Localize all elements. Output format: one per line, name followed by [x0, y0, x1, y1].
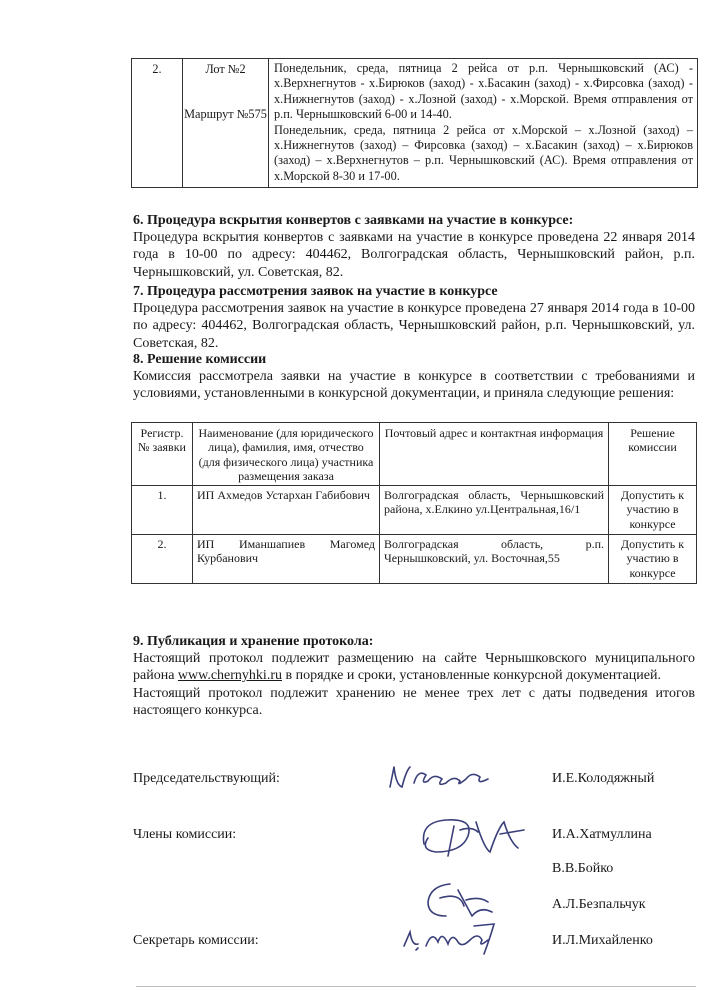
- secretary-name: И.Л.Михайленко: [552, 933, 653, 948]
- section-9-text: [133, 650, 695, 684]
- schedule-forward: Понедельник, среда, пятница 2 рейса от р.п. Чернышковский (АС) - х.Верхнегнутов - х.Бирюков (заход) - х.Басакин (заход) - х.Фирсовка (заход) - х.Нижнегнутов (заход) - х.Лозной (заход) - х.Морской. Время отправления от р.п. Чернышковский 6-00 и 14-40.: [274, 61, 693, 122]
- chair-signature-icon: [384, 757, 494, 797]
- route-table: [131, 58, 698, 188]
- section-6-heading: 6. Процедура вскрытия конвертов с заявками на участие в конкурсе:: [133, 213, 574, 228]
- section-9: [133, 633, 695, 719]
- header-decision: Решение комиссии: [609, 423, 697, 486]
- route-label: Маршрут №575: [184, 107, 267, 122]
- header-reg-number: Регистр. № заявки: [132, 423, 193, 486]
- section-7: [133, 283, 695, 352]
- lot-label: Лот №2: [205, 62, 246, 76]
- header-participant-name: Наименование (для юридического лица), фамилия, имя, отчество (для физического лица) участника размещения заказа: [193, 423, 380, 486]
- participant-name: ИП Ахмедов Устархан Габибович: [193, 486, 380, 535]
- section-9-text-2: Настоящий протокол подлежит хранению не менее трех лет с даты подведения итогов настоящего конкурса.: [133, 685, 695, 718]
- header-address: Почтовый адрес и контактная информация: [380, 423, 609, 486]
- member-1-signature-icon: [414, 808, 532, 868]
- commission-decision: Допустить к участию в конкурсе: [609, 486, 697, 535]
- section-7-heading: 7. Процедура рассмотрения заявок на участие в конкурсе: [133, 284, 498, 299]
- table-row: [132, 535, 697, 584]
- section-6: [133, 212, 695, 281]
- website-link[interactable]: www.chernyhki.ru: [177, 668, 282, 684]
- schedule-back: Понедельник, среда, пятница 2 рейса от х.Морской – х.Лозной (заход) – х.Нижнегнутов (заход) – Фирсовка (заход) – х.Басакин (заход) – х.Бирюков (заход) – х.Верхнегнутов – р.п. Чернышковский (АС). Время отправления от х.Морской 8-30 и 17-00.: [274, 122, 693, 183]
- applications-table: [131, 422, 697, 584]
- section-8-heading: 8. Решение комиссии: [133, 352, 267, 367]
- section-8-text: Комиссия рассмотрела заявки на участие в конкурсе в соответствии с требованиями и условиями, установленными в конкурсной документации, и приняла следующие решения:: [133, 369, 695, 402]
- schedule-cell: [269, 59, 698, 188]
- table-header-row: [132, 423, 697, 486]
- member-2-name: В.В.Бойко: [552, 861, 614, 876]
- commission-decision: Допустить к участию в конкурсе: [609, 535, 697, 584]
- section-7-text: Процедура рассмотрения заявок на участие в конкурсе проведена 27 января 2014 года в 10-00 по адресу: 404462, Волгоградская область, Чернышковский район, р.п. Чернышковский, ул. Советская, 82.: [133, 301, 695, 351]
- reg-number: 1.: [132, 486, 193, 535]
- row-number: 2.: [132, 59, 183, 188]
- lot-cell: [183, 59, 269, 188]
- chair-role: Председательствующий:: [133, 771, 280, 786]
- section-8: [133, 351, 695, 403]
- members-role: Члены комиссии:: [133, 827, 237, 842]
- table-row: [132, 486, 697, 535]
- participant-address: Волгоградская область, Чернышковский района, х.Елкино ул.Центральная,16/1: [380, 486, 609, 535]
- secretary-role: Секретарь комиссии:: [133, 933, 259, 948]
- bottom-divider: [136, 986, 696, 987]
- participant-address: Волгоградская область, р.п. Чернышковский, ул. Восточная,55: [380, 535, 609, 584]
- table-row: [132, 59, 698, 188]
- section-9-heading: 9. Публикация и хранение протокола:: [133, 634, 374, 649]
- member-3-name: А.Л.Безпальчук: [552, 897, 646, 912]
- reg-number: 2.: [132, 535, 193, 584]
- member-1-name: И.А.Хатмуллина: [552, 827, 652, 842]
- section-9-text-end: в порядке и сроки, установленные конкурсной документацией.: [282, 668, 661, 684]
- participant-name: ИП Иманшапиев Магомед Курбанович: [193, 535, 380, 584]
- chair-name: И.Е.Колодяжный: [552, 771, 655, 786]
- section-6-text: Процедура вскрытия конвертов с заявками на участие в конкурсе проведена 22 января 2014 года в 10-00 по адресу: 404462, Волгоградская область, Чернышковский район, р.п. Чернышковский, ул. Советская, 82.: [133, 230, 695, 280]
- section-9-text-start: Настоящий протокол подлежит размещению на сайте Чернышковского муниципального района: [133, 651, 695, 684]
- secretary-signature-icon: [398, 918, 502, 958]
